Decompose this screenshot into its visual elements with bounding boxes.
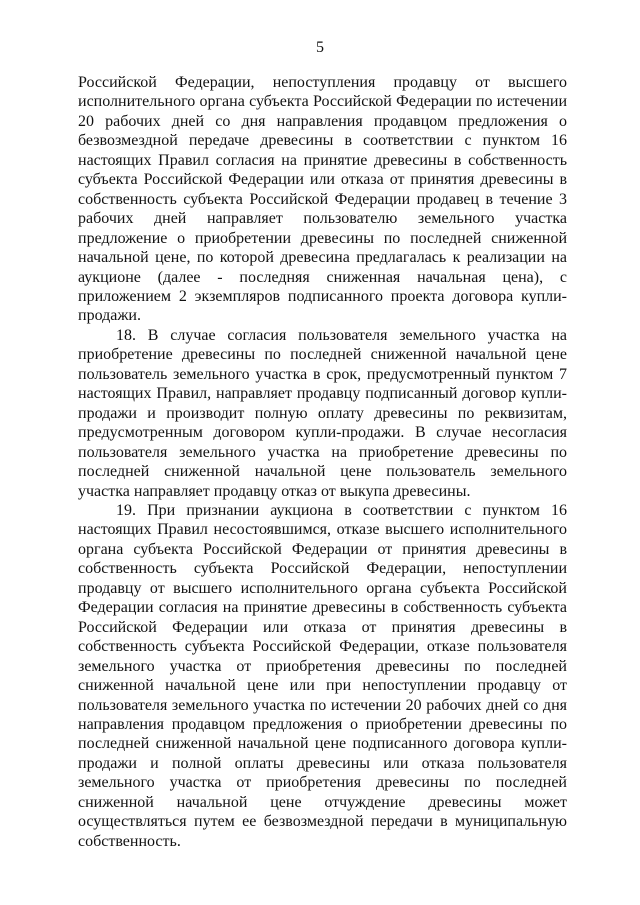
page-number: 5 [316, 39, 324, 56]
paragraph-continuation: Российской Федерации, непоступления продавцу от высшего исполнительного органа субъекта Российской Федерации по истечении 20 рабочих дней со дня направления продавцом предложения о безвозмездной передаче древесины в соответствии с пунктом 16 настоящих Правил согласия на принятие древесины в собственность субъекта Российской Федерации или отказа от принятия древесины в собственность субъекта Российской Федерации продавец в течение 3 рабочих дней направляет пользователю земельного участка предложение о приобретении древесины по последней сниженной начальной цене, по которой древесина предлагалась к реализации на аукционе (далее - последняя сниженная начальная цена), с приложением 2 экземпляров подписанного проекта договора купли-продажи. [78, 74, 567, 325]
document-body [78, 73, 567, 851]
paragraph-item-18: 18. В случае согласия пользователя земельного участка на приобретение древесины по последней сниженной начальной цене пользователь земельного участка в срок, предусмотренный пунктом 7 настоящих Правил, направляет продавцу подписанный договор купли-продажи и производит полную оплату древесины по реквизитам, предусмотренным договором купли-продажи. В случае несогласия пользователя земельного участка на приобретение древесины по последней сниженной начальной цене пользователь земельного участка направляет продавцу отказ от выкупа древесины. [78, 326, 567, 500]
paragraph-item-19: 19. При признании аукциона в соответствии с пунктом 16 настоящих Правил несостоявшимся, отказе высшего исполнительного органа субъекта Российской Федерации от принятия древесины в собственность субъекта Российской Федерации, непоступлении продавцу от высшего исполнительного органа субъекта Российской Федерации согласия на принятие древесины в собственность субъекта Российской Федерации или отказа от принятия древесины в собственность субъекта Российской Федерации, отказе пользователя земельного участка от приобретения древесины по последней сниженной начальной цене или при непоступлении продавцу от пользователя земельного участка по истечении 20 рабочих дней со дня направления продавцом предложения о приобретении древесины по последней сниженной начальной цене подписанного договора купли-продажи и полной оплаты древесины или отказа пользователя земельного участка от приобретения древесины по последней сниженной начальной цене отчуждение древесины может осуществляться путем ее безвозмездной передачи в муниципальную собственность. [78, 501, 567, 850]
